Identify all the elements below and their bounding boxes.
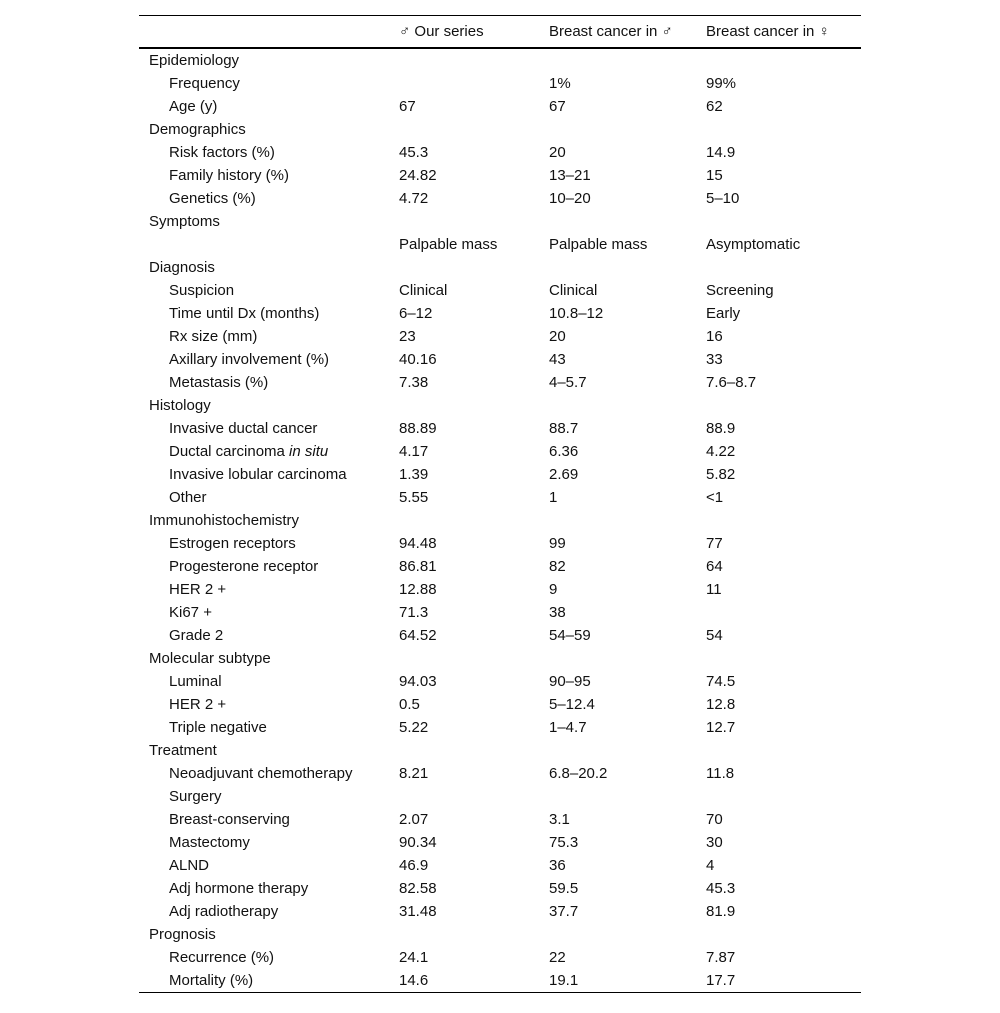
section-row	[139, 739, 861, 762]
cell-female: <1	[706, 488, 724, 506]
cell-male: 99	[549, 534, 566, 552]
row-label-text: Genetics (%)	[169, 189, 256, 207]
cell-female: 12.8	[706, 695, 736, 713]
cell-female: 16	[706, 327, 723, 345]
section-row	[139, 256, 861, 279]
row-label	[139, 808, 399, 831]
row-label-text: Suspicion	[169, 281, 235, 299]
section-row	[139, 48, 861, 72]
table-row	[139, 601, 861, 624]
row-label	[139, 877, 399, 900]
row-label	[139, 417, 399, 440]
cell-male: 19.1	[549, 969, 706, 993]
row-label-text: Frequency	[169, 74, 240, 92]
row-label-text: Metastasis (%)	[169, 373, 269, 391]
cell-male: 5–12.4	[549, 695, 595, 713]
row-label	[139, 624, 399, 647]
row-label	[139, 348, 399, 371]
cell-our-series: 24.1	[399, 948, 429, 966]
row-label	[139, 831, 399, 854]
cell-female: 45.3	[706, 879, 736, 897]
row-label	[139, 279, 399, 302]
cell-male: Palpable mass	[549, 235, 648, 253]
table-row	[139, 946, 861, 969]
cell-our-series: 24.82	[399, 166, 437, 184]
row-label-text: Surgery	[169, 787, 222, 805]
cell-our-series: 0.5	[399, 695, 420, 713]
row-label	[139, 969, 399, 993]
table-row	[139, 532, 861, 555]
cell-our-series	[399, 785, 549, 808]
cell-male: 20	[549, 143, 566, 161]
cell-female: 17.7	[706, 969, 861, 993]
section-heading: Prognosis	[149, 925, 216, 943]
table-row	[139, 486, 861, 509]
cell-male: 88.7	[549, 419, 579, 437]
row-label	[139, 693, 399, 716]
row-label	[139, 233, 399, 256]
cell-our-series	[399, 72, 549, 95]
cell-male: 10.8–12	[549, 304, 604, 322]
row-label	[139, 946, 399, 969]
table-row	[139, 693, 861, 716]
table-row	[139, 302, 861, 325]
row-label-text: Mastectomy	[169, 833, 250, 851]
cell-female: 7.87	[706, 948, 736, 966]
row-label-text: Rx size (mm)	[169, 327, 258, 345]
cell-female: 7.6–8.7	[706, 373, 757, 391]
cell-our-series: 88.89	[399, 419, 437, 437]
cell-our-series: 6–12	[399, 304, 433, 322]
row-label	[139, 187, 399, 210]
cell-female: 74.5	[706, 672, 736, 690]
row-label-text: Neoadjuvant chemotherapy	[169, 764, 353, 782]
table-body	[139, 48, 861, 993]
section-row	[139, 647, 861, 670]
cell-our-series: Clinical	[399, 281, 448, 299]
cell-male: 9	[549, 580, 558, 598]
row-label-text: Progesterone receptor	[169, 557, 319, 575]
cell-our-series: 90.34	[399, 833, 437, 851]
cell-our-series: 86.81	[399, 557, 437, 575]
cell-male: 67	[549, 97, 566, 115]
row-label-text: Axillary involvement (%)	[169, 350, 330, 368]
cell-male: 3.1	[549, 810, 570, 828]
cell-female: 70	[706, 810, 723, 828]
row-label-text: Adj hormone therapy	[169, 879, 309, 897]
cell-male: 10–20	[549, 189, 591, 207]
table-row	[139, 762, 861, 785]
table-row	[139, 417, 861, 440]
section-row	[139, 923, 861, 946]
cell-male: 59.5	[549, 879, 579, 897]
cell-our-series: 94.48	[399, 534, 437, 552]
cell-our-series: 45.3	[399, 143, 429, 161]
section-heading: Histology	[149, 396, 211, 414]
table-row	[139, 578, 861, 601]
cell-male: 4–5.7	[549, 373, 587, 391]
row-label	[139, 670, 399, 693]
row-label-text: Family history (%)	[169, 166, 290, 184]
table-row	[139, 716, 861, 739]
cell-female: 54	[706, 626, 723, 644]
row-label	[139, 325, 399, 348]
section-heading: Treatment	[149, 741, 217, 759]
cell-male: 75.3	[549, 833, 579, 851]
cell-female: 99%	[706, 74, 737, 92]
row-label	[139, 555, 399, 578]
table-row	[139, 72, 861, 95]
cell-female: 15	[706, 166, 723, 184]
row-label-text: Age (y)	[169, 97, 218, 115]
cell-female: 81.9	[706, 902, 736, 920]
row-label-text: HER 2 +	[169, 695, 227, 713]
section-heading: Diagnosis	[149, 258, 215, 276]
cell-male: 22	[549, 948, 566, 966]
header-our-series: ♂ Our series	[399, 16, 549, 48]
table-row	[139, 141, 861, 164]
row-label	[139, 601, 399, 624]
cell-male: 90–95	[549, 672, 591, 690]
cell-our-series: 31.48	[399, 902, 437, 920]
cell-female: 4	[706, 856, 715, 874]
cell-our-series: 4.72	[399, 189, 429, 207]
row-label	[139, 440, 399, 463]
table-row	[139, 670, 861, 693]
section-row	[139, 394, 861, 417]
row-label	[139, 371, 399, 394]
row-label	[139, 578, 399, 601]
table-row	[139, 969, 861, 993]
table-row	[139, 233, 861, 256]
cell-male: 6.8–20.2	[549, 764, 608, 782]
section-heading: Immunohistochemistry	[149, 511, 300, 529]
row-label-text: Other	[169, 488, 207, 506]
row-label-text: HER 2 +	[169, 580, 227, 598]
row-label-text: Invasive ductal cancer	[169, 419, 318, 437]
cell-male: 6.36	[549, 442, 579, 460]
cell-female: 64	[706, 557, 723, 575]
row-label-text: Time until Dx (months)	[169, 304, 320, 322]
table-row	[139, 164, 861, 187]
cell-female	[706, 785, 861, 808]
table-row	[139, 440, 861, 463]
table-row	[139, 785, 861, 808]
row-label-text: Ductal carcinoma	[169, 442, 290, 460]
table-row	[139, 279, 861, 302]
section-row	[139, 509, 861, 532]
cell-our-series: 8.21	[399, 764, 429, 782]
cell-female: 14.9	[706, 143, 736, 161]
cell-our-series: 7.38	[399, 373, 429, 391]
row-label-text: Ki67 +	[169, 603, 212, 621]
row-label-text: Risk factors (%)	[169, 143, 275, 161]
cell-our-series: 1.39	[399, 465, 429, 483]
table-row	[139, 831, 861, 854]
table-row	[139, 95, 861, 118]
cell-our-series: 2.07	[399, 810, 429, 828]
row-label-text: Luminal	[169, 672, 222, 690]
row-label-text: Adj radiotherapy	[169, 902, 279, 920]
cell-female: 5–10	[706, 189, 740, 207]
cell-male: 13–21	[549, 166, 591, 184]
section-row	[139, 118, 861, 141]
table-row	[139, 808, 861, 831]
row-label	[139, 785, 399, 808]
table-row	[139, 348, 861, 371]
row-label-italic: in situ	[289, 442, 329, 460]
cell-our-series: 5.22	[399, 718, 429, 736]
row-label	[139, 716, 399, 739]
cell-our-series: Palpable mass	[399, 235, 498, 253]
cell-our-series: 67	[399, 97, 416, 115]
row-label-text: Estrogen receptors	[169, 534, 296, 552]
cell-male: 38	[549, 603, 566, 621]
row-label	[139, 95, 399, 118]
cell-male: 1–4.7	[549, 718, 587, 736]
section-heading: Epidemiology	[149, 51, 240, 69]
cell-our-series: 71.3	[399, 603, 429, 621]
row-label-text: ALND	[169, 856, 210, 874]
header-female: Breast cancer in ♀	[706, 16, 861, 48]
table-row	[139, 325, 861, 348]
row-label-text: Mortality (%)	[169, 971, 254, 989]
cell-female: Early	[706, 304, 741, 322]
cell-male	[549, 785, 706, 808]
cell-our-series: 12.88	[399, 580, 437, 598]
cell-female: 88.9	[706, 419, 736, 437]
cell-male: 36	[549, 856, 566, 874]
table-row	[139, 900, 861, 923]
row-label	[139, 302, 399, 325]
table-header	[139, 16, 861, 48]
row-label-text: Triple negative	[169, 718, 267, 736]
comparison-table	[139, 15, 861, 993]
cell-male: 82	[549, 557, 566, 575]
row-label	[139, 141, 399, 164]
cell-our-series: 5.55	[399, 488, 429, 506]
row-label	[139, 532, 399, 555]
cell-our-series: 82.58	[399, 879, 437, 897]
cell-female: 77	[706, 534, 723, 552]
cell-our-series: 40.16	[399, 350, 437, 368]
row-label-text: Breast-conserving	[169, 810, 290, 828]
cell-male: 1	[549, 488, 558, 506]
section-heading: Symptoms	[149, 212, 220, 230]
cell-female: 12.7	[706, 718, 736, 736]
row-label-text: Invasive lobular carcinoma	[169, 465, 347, 483]
cell-male: Clinical	[549, 281, 598, 299]
cell-female: 11.8	[706, 764, 735, 782]
section-heading: Demographics	[149, 120, 246, 138]
table-row	[139, 187, 861, 210]
cell-our-series: 94.03	[399, 672, 437, 690]
row-label	[139, 762, 399, 785]
cell-male: 37.7	[549, 902, 579, 920]
row-label	[139, 72, 399, 95]
row-label	[139, 164, 399, 187]
table-row	[139, 371, 861, 394]
table-row	[139, 877, 861, 900]
section-row	[139, 210, 861, 233]
cell-male: 2.69	[549, 465, 579, 483]
cell-our-series: 64.52	[399, 626, 437, 644]
header-row	[139, 16, 861, 48]
cell-female: 11	[706, 580, 722, 598]
table-row	[139, 463, 861, 486]
cell-male: 1%	[549, 74, 571, 92]
cell-male: 54–59	[549, 626, 591, 644]
row-label-text: Grade 2	[169, 626, 224, 644]
row-label	[139, 900, 399, 923]
table-row	[139, 624, 861, 647]
cell-female: Screening	[706, 281, 774, 299]
cell-our-series: 14.6	[399, 969, 549, 993]
cell-female	[706, 601, 861, 624]
cell-our-series: 23	[399, 327, 416, 345]
cell-female: 30	[706, 833, 723, 851]
cell-female: Asymptomatic	[706, 235, 801, 253]
row-label	[139, 486, 399, 509]
table-row	[139, 555, 861, 578]
cell-female: 33	[706, 350, 723, 368]
cell-female: 4.22	[706, 442, 736, 460]
cell-female: 62	[706, 97, 723, 115]
cell-female: 5.82	[706, 465, 736, 483]
header-male: Breast cancer in ♂	[549, 16, 706, 48]
row-label-text: Recurrence (%)	[169, 948, 275, 966]
cell-male: 20	[549, 327, 566, 345]
section-heading: Molecular subtype	[149, 649, 271, 667]
row-label	[139, 854, 399, 877]
cell-male: 43	[549, 350, 566, 368]
comparison-table-container	[139, 15, 861, 993]
header-label	[139, 16, 399, 48]
cell-our-series: 4.17	[399, 442, 429, 460]
table-row	[139, 854, 861, 877]
row-label	[139, 463, 399, 486]
cell-our-series: 46.9	[399, 856, 429, 874]
